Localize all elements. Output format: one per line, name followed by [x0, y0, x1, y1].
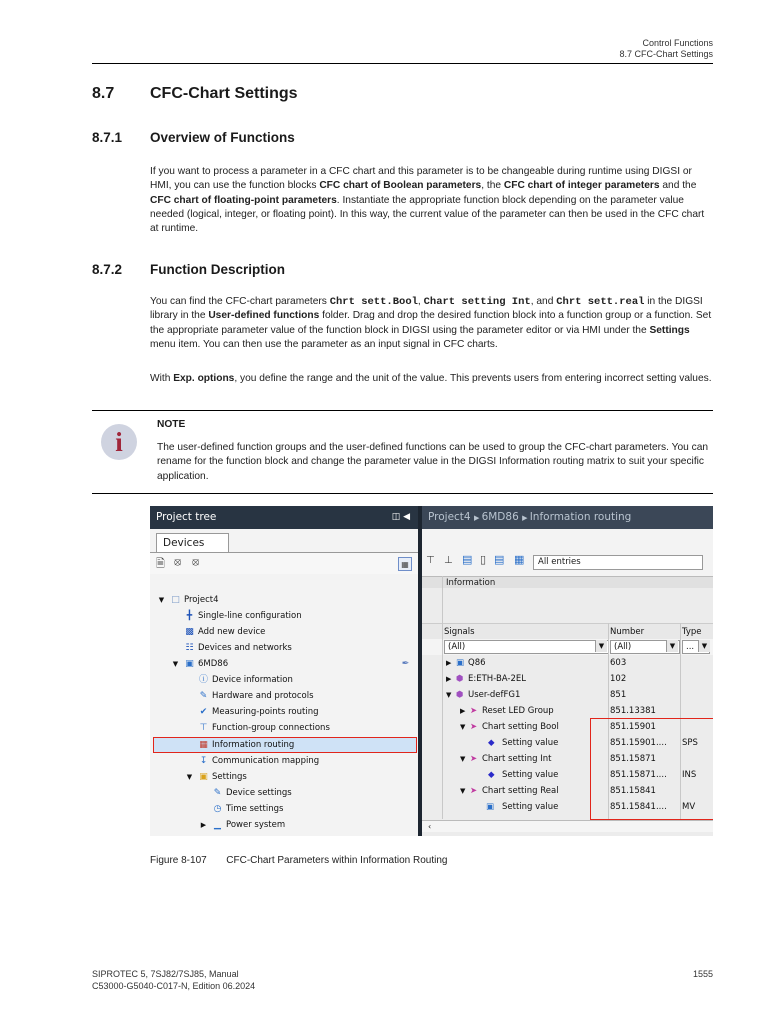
- signals-dropdown-icon[interactable]: ▼: [595, 640, 607, 652]
- expand-all-icon[interactable]: ⊤: [426, 555, 435, 566]
- signal-type: SPS: [682, 738, 698, 748]
- info-icon: i: [101, 424, 137, 460]
- header-rule: [92, 63, 713, 64]
- breadcrumb-device[interactable]: 6MD86: [481, 511, 519, 523]
- information-routing-panel: [422, 506, 713, 836]
- type-dropdown-icon[interactable]: ▼: [698, 640, 710, 652]
- information-header: Information: [422, 576, 713, 588]
- project-tree-toolbar: [150, 552, 418, 574]
- function-group-icon: ⬢: [456, 690, 464, 700]
- section-number: 8.7: [92, 85, 115, 102]
- signal-number: 851.15901....: [610, 738, 667, 748]
- grid-line: [442, 576, 443, 819]
- tree-item-add-device[interactable]: ▩ Add new device: [185, 627, 266, 637]
- number-dropdown-icon[interactable]: ▼: [666, 640, 678, 652]
- number-header[interactable]: Number: [610, 627, 645, 637]
- signal-number: 851: [610, 690, 627, 700]
- info-device-icon: ⓘ: [198, 675, 208, 685]
- column-icon[interactable]: ▯: [480, 553, 487, 566]
- tree-item-measuring-points[interactable]: ✔ Measuring-points routing: [199, 707, 319, 717]
- edit-pen-icon[interactable]: ✒: [401, 659, 410, 669]
- digsi-screenshot: [150, 506, 713, 836]
- tree-item-project4[interactable]: ▼ □ Project4: [150, 592, 418, 608]
- signal-name: Chart setting Bool: [482, 722, 559, 732]
- signal-type: MV: [682, 802, 696, 812]
- number-filter[interactable]: (All): [610, 640, 680, 654]
- subsection1-title: Overview of Functions: [150, 130, 295, 145]
- tree-item-function-group-connections[interactable]: ⊤ Function-group connections: [199, 723, 330, 733]
- signals-header[interactable]: Signals: [444, 627, 475, 637]
- subsection1-number: 8.7.1: [92, 130, 123, 145]
- signal-name: Setting value: [502, 802, 559, 812]
- breadcrumb-page[interactable]: Information routing: [529, 511, 632, 523]
- signal-number: 851.13381: [610, 706, 656, 716]
- group-icon: ▣: [456, 658, 465, 668]
- connection-icon: ⊤: [199, 723, 208, 733]
- collapse-all-icon[interactable]: ⊥: [444, 555, 453, 566]
- list-icon[interactable]: ▤: [494, 553, 505, 566]
- description-paragraph: You can find the CFC-chart parameters Chrt sett.Bool, Chart setting Int, and Chrt sett.real in the DIGSI library in the User-defined functions folder. Drag and drop the desired function block into a function group or a function. Set the appropriate parameter value of the function block in DIGSI using the parameter editor or via HMI under the Settings menu item. You can then use the parameter as an input signal in CFC charts.: [150, 296, 712, 350]
- function-block-icon: ➤: [470, 722, 478, 732]
- table-row[interactable]: [422, 671, 713, 687]
- diamond-icon: ◆: [488, 770, 495, 780]
- collapsed-arrow-icon[interactable]: ▶: [446, 659, 452, 667]
- table-row[interactable]: [422, 687, 713, 703]
- diamond-icon: ◆: [488, 738, 495, 748]
- expanded-arrow-icon[interactable]: ▼: [460, 755, 466, 763]
- hardware-icon: ✎: [199, 691, 208, 701]
- overview-paragraph: If you want to process a parameter in a CFC chart and this parameter is to be changeable during runtime using DIGSI or HMI, you can use the function blocks CFC chart of Boolean parameters, the CFC chart of integer parameters and the CFC chart of floating-point parameters. Instantiate the appropriate function block depending on the parameter value needed (logical, integer, or floating point). In this way, the current value of the parameter can then be used in the CFC chart at runtime.: [150, 166, 705, 235]
- filter-row: [422, 639, 713, 655]
- clock-icon: ◷: [213, 804, 222, 814]
- section-title: CFC-Chart Settings: [150, 85, 298, 102]
- type-filter[interactable]: ...: [682, 640, 710, 654]
- note-title: NOTE: [157, 419, 186, 430]
- footer-manual: SIPROTEC 5, 7SJ82/7SJ85, Manual: [92, 969, 239, 979]
- tree-item-time-settings[interactable]: ◷ Time settings: [213, 804, 284, 814]
- module-icon: ⬢: [456, 674, 464, 684]
- signal-number: 851.15871: [610, 754, 656, 764]
- figure-number: Figure 8-107: [150, 855, 207, 866]
- header-chapter: Control Functions: [642, 38, 713, 48]
- project-tree-titlebar: [150, 506, 418, 529]
- table-row[interactable]: [422, 655, 713, 671]
- measuring-icon: ✔: [199, 707, 208, 717]
- tree-item-communication-mapping[interactable]: ↧ Communication mapping: [199, 756, 320, 766]
- header-section: 8.7 CFC-Chart Settings: [619, 49, 713, 59]
- note-bottom-rule: [92, 493, 713, 494]
- collapse-panel-icon[interactable]: ◫ ◀: [391, 512, 410, 522]
- tree-item-devices-networks[interactable]: ☷ Devices and networks: [185, 643, 292, 653]
- measured-value-icon: ▣: [486, 802, 495, 812]
- tree-item-hardware-protocols[interactable]: ✎ Hardware and protocols: [199, 691, 314, 701]
- signal-name: User-defFG1: [468, 690, 521, 700]
- routing-toolbar: [422, 529, 713, 576]
- new-item-icon[interactable]: 🗎: [156, 557, 165, 570]
- collapsed-arrow-icon[interactable]: ▶: [446, 675, 452, 683]
- function-block-icon: ➤: [470, 706, 478, 716]
- chart-settings-highlight: [590, 718, 713, 820]
- view-toggle-icon[interactable]: ▦: [398, 557, 412, 571]
- mapping-icon: ↧: [199, 756, 208, 766]
- device-icon: ▣: [185, 659, 194, 669]
- signal-name: Chart setting Real: [482, 786, 559, 796]
- filter-grid-icon[interactable]: ▦: [514, 553, 525, 566]
- tree-item-information-routing[interactable]: ▦ Information routing: [199, 740, 295, 750]
- device-settings-icon: ✎: [213, 788, 222, 798]
- project-icon: □: [171, 595, 180, 605]
- breadcrumb-arrow-icon: ▶: [473, 514, 482, 522]
- signal-number: 603: [610, 658, 627, 668]
- column-headers: [422, 623, 713, 639]
- project-tree-title: Project tree: [156, 511, 217, 523]
- expanded-arrow-icon[interactable]: ▼: [460, 723, 466, 731]
- subsection2-number: 8.7.2: [92, 262, 123, 277]
- note-text: The user-defined function groups and the user-defined functions can be used to group the CFC-chart parameters. You can rename for the function block and change the parameter value in the DIGSI Information routing matrix to suit your specific application.: [157, 442, 709, 482]
- breadcrumb-arrow-icon: ▶: [522, 514, 530, 522]
- project-tree-panel: [150, 506, 418, 836]
- signal-name: Setting value: [502, 738, 559, 748]
- signal-name: Chart setting Int: [482, 754, 552, 764]
- signal-name: E:ETH-BA-2EL: [468, 674, 526, 684]
- signal-type: INS: [682, 770, 697, 780]
- entries-filter-select[interactable]: All entries: [533, 555, 703, 570]
- expanded-arrow-icon[interactable]: ▼: [172, 660, 179, 668]
- back-icon[interactable]: ⦻: [174, 555, 182, 568]
- breadcrumb: [422, 506, 713, 529]
- function-block-icon: ➤: [470, 754, 478, 764]
- columns-icon[interactable]: ▤: [462, 553, 473, 566]
- tree-item-device-information[interactable]: ⓘ Device information: [198, 675, 293, 685]
- signal-number: 851.15841: [610, 786, 656, 796]
- signal-number: 851.15871....: [610, 770, 667, 780]
- settings-folder-icon: ▣: [199, 772, 208, 782]
- signal-name: Reset LED Group: [482, 706, 554, 716]
- scroll-left-icon[interactable]: ‹: [428, 822, 432, 831]
- tab-devices[interactable]: Devices: [156, 533, 229, 552]
- power-system-icon: ▁: [214, 820, 221, 830]
- tree-item-settings[interactable]: ▼ ▣ Settings: [150, 769, 418, 785]
- table-row[interactable]: [422, 703, 713, 719]
- network-icon: ☷: [185, 643, 194, 653]
- exp-options-paragraph: With Exp. options, you define the range and the unit of the value. This prevents users from entering incorrect setting values.: [150, 373, 712, 384]
- collapsed-arrow-icon[interactable]: ▶: [460, 707, 466, 715]
- tree-item-single-line[interactable]: ╋ Single-line configuration: [150, 608, 418, 624]
- function-block-icon: ➤: [470, 786, 478, 796]
- tree-item-power-system[interactable]: ▶ ▁ Power system: [150, 817, 418, 833]
- tree-item-device-settings[interactable]: ✎ Device settings: [213, 788, 292, 798]
- footer-edition: C53000-G5040-C017-N, Edition 06.2024: [92, 981, 256, 991]
- expanded-arrow-icon[interactable]: ▼: [460, 787, 466, 795]
- expanded-arrow-icon[interactable]: ▼: [158, 596, 165, 604]
- tree-item-6md86[interactable]: ▼ ▣ 6MD86 ✒: [150, 656, 418, 672]
- signal-number: 102: [610, 674, 627, 684]
- horizontal-scrollbar[interactable]: [422, 820, 713, 832]
- signal-name: Q86: [468, 658, 486, 668]
- figure-title: CFC-Chart Parameters within Information Routing: [226, 855, 448, 866]
- signal-number: 851.15901: [610, 722, 656, 732]
- figure-caption: [150, 855, 447, 866]
- page-number: 1555: [692, 969, 713, 979]
- blank-header-area: [422, 588, 713, 622]
- expanded-arrow-icon[interactable]: ▼: [186, 773, 193, 781]
- single-line-icon: ╋: [186, 611, 193, 621]
- signal-name: Setting value: [502, 770, 559, 780]
- collapsed-arrow-icon[interactable]: ▶: [200, 821, 207, 829]
- type-header[interactable]: Type: [682, 627, 702, 637]
- subsection2-title: Function Description: [150, 262, 285, 277]
- signals-filter[interactable]: (All): [444, 640, 609, 654]
- expanded-arrow-icon[interactable]: ▼: [446, 691, 452, 699]
- breadcrumb-project[interactable]: Project4: [428, 511, 471, 523]
- routing-matrix-icon: ▦: [199, 740, 208, 750]
- note-top-rule: [92, 410, 713, 411]
- footer: [92, 968, 255, 992]
- forward-icon[interactable]: ⦻: [192, 555, 200, 568]
- add-device-icon: ▩: [185, 627, 194, 637]
- running-header: [619, 38, 713, 60]
- signal-number: 851.15841....: [610, 802, 667, 812]
